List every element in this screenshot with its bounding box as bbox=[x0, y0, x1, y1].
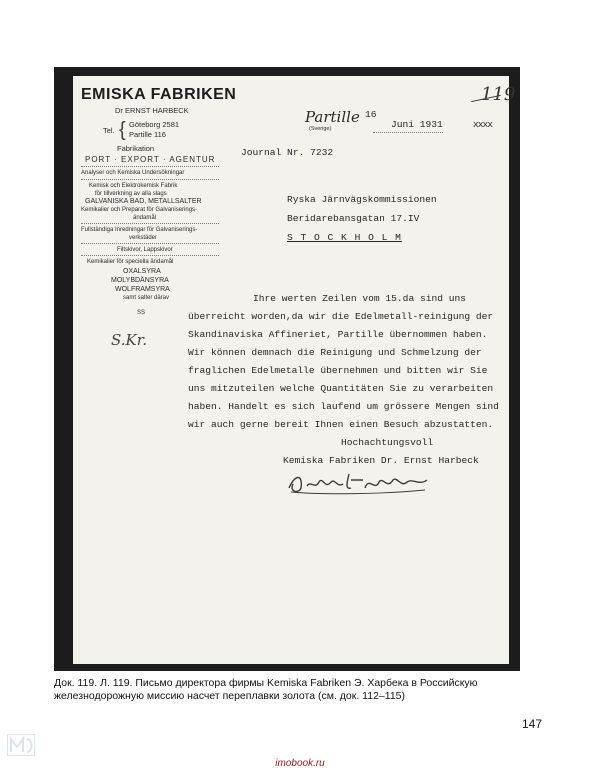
letterhead-service: SS bbox=[137, 310, 146, 316]
tel-brace: { bbox=[119, 119, 126, 141]
body-line: Skandinaviska Affineriet, Partille übernommen haben. bbox=[188, 329, 488, 340]
closing: Hochachtungsvoll bbox=[341, 437, 434, 448]
letterhead-service: WOLFRAMSYRA bbox=[115, 286, 170, 293]
page-number: 147 bbox=[522, 717, 543, 731]
letterhead-service: ändamål bbox=[133, 215, 157, 221]
recipient-name: Ryska Järnvägskommissionen bbox=[287, 194, 437, 205]
letterhead-divider bbox=[81, 243, 219, 244]
date-overtyped-mark: xxxx bbox=[473, 119, 493, 130]
letterhead-divider bbox=[81, 179, 219, 180]
tel-partille: Partille 116 bbox=[129, 130, 166, 139]
body-line: Wir können demnach die Reinigung und Schmelzung der bbox=[188, 347, 482, 358]
tel-goteborg: Göteborg 2581 bbox=[129, 120, 180, 129]
body-line: wir auch gerne bereit Ihnen einen Besuch abzustatten. bbox=[188, 419, 494, 430]
letterhead-company: EMISKA FABRIKEN bbox=[81, 86, 237, 103]
letterhead-service: MOLYBDÄNSYRA bbox=[111, 277, 169, 284]
margin-initials: S.Kr. bbox=[111, 331, 148, 349]
letter-place: Partille bbox=[305, 108, 360, 126]
body-line: uns mitzuteilen welche Quantitäten Sie zu verarbeiten bbox=[188, 383, 494, 394]
letterhead-service: OXALSYRA bbox=[123, 268, 161, 275]
signature-scrawl bbox=[285, 468, 433, 496]
body-line: haben. Handelt es sich laufend um grössere Mengen sind bbox=[188, 401, 499, 412]
letter-page bbox=[73, 76, 516, 664]
signature-block: Kemiska Fabriken Dr. Ernst Harbeck bbox=[283, 455, 479, 466]
body-line: fraglichen Edelmetalle übernehmen und bitten wir Sie bbox=[188, 365, 488, 376]
footer-link[interactable]: imobook.ru bbox=[275, 758, 325, 769]
letterhead-divider bbox=[81, 255, 219, 256]
body-line: überreicht worden,da wir die Edelmetall-reinigung der bbox=[188, 311, 494, 322]
letterhead-service: Kemikalier och Preparat för Galvaniserings- bbox=[81, 207, 198, 213]
letterhead-divider bbox=[81, 166, 219, 167]
letterhead-divider bbox=[81, 223, 219, 224]
letter-day: 16 bbox=[365, 109, 377, 120]
letter-month-year: Juni 1931 bbox=[391, 119, 443, 130]
date-underline bbox=[373, 132, 443, 133]
letterhead-director: Dr ERNST HARBECK bbox=[115, 106, 189, 115]
letterhead-service: Fullständiga Inredningar för Galvaniserings- bbox=[81, 227, 198, 233]
body-line: Ihre werten Zeilen vom 15.da sind uns bbox=[253, 293, 467, 304]
letterhead-service: Filtskivor, Lappskivor bbox=[117, 247, 173, 253]
publisher-logo-icon bbox=[7, 734, 35, 756]
letterhead-service: Kemikalier för speciella ändamål bbox=[87, 259, 174, 265]
letterhead-service: för tillverkning av alla slags bbox=[95, 191, 167, 197]
letterhead-service: Kemisk och Elektrokemisk Fabrik bbox=[89, 183, 178, 189]
recipient-city: S T O C K H O L M bbox=[287, 232, 402, 243]
tel-label: Tel. bbox=[103, 126, 115, 135]
recipient-street: Beridarebansgatan 17.IV bbox=[287, 213, 420, 224]
folio-mark: 119 bbox=[481, 84, 516, 105]
letterhead-service: verkstäder bbox=[129, 235, 158, 241]
letterhead-service: Analyser och Kemiska Undersökningar bbox=[81, 170, 185, 176]
figure-caption: Док. 119. Л. 119. Письмо директора фирмы Kemiska Fabriken Э. Харбека в Российскую железнодорожную миссию насчет переплавки золота (см. док. 112–115) bbox=[54, 677, 478, 702]
journal-number: Journal Nr. 7232 bbox=[241, 147, 334, 158]
letterhead-service: GALVANISKA BAD, METALLSALTER bbox=[85, 198, 202, 205]
letterhead-service: samt salter därav bbox=[123, 295, 170, 301]
letterhead-fabrication: Fabrikation bbox=[117, 144, 155, 153]
letter-place-note: (Sverige) bbox=[309, 126, 332, 132]
letterhead-business: PORT · EXPORT · AGENTUR bbox=[85, 155, 216, 164]
